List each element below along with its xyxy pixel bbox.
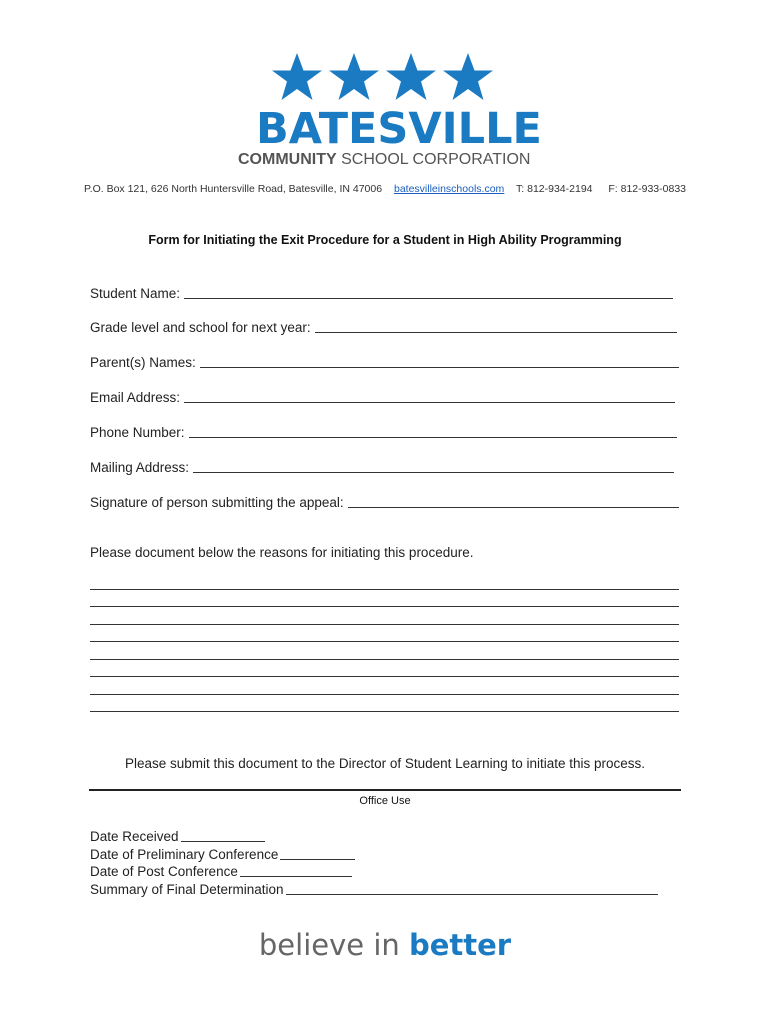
post-conference-label: Date of Post Conference: [90, 864, 238, 879]
parents-field[interactable]: [90, 353, 679, 371]
address-line: [0, 183, 770, 196]
tagline-part2: better: [408, 928, 512, 962]
logo-wordmark: BATESVILLE: [256, 104, 542, 154]
reason-line[interactable]: [90, 590, 679, 608]
reason-line[interactable]: [90, 677, 679, 695]
student-name-line[interactable]: [184, 298, 673, 299]
grade-school-field[interactable]: [90, 318, 677, 336]
reason-line[interactable]: [90, 572, 679, 590]
signature-field[interactable]: [90, 493, 679, 511]
reason-line[interactable]: [90, 642, 679, 660]
mailing-address-line[interactable]: [193, 472, 674, 473]
post-conference-field[interactable]: [90, 862, 352, 880]
student-name-label: Student Name:: [90, 286, 181, 301]
website-link[interactable]: batesvilleinschools.com: [393, 183, 505, 195]
student-name-field[interactable]: [90, 284, 673, 302]
final-determination-field[interactable]: [90, 880, 658, 898]
email-field[interactable]: [90, 388, 675, 406]
signature-label: Signature of person submitting the appeal:: [90, 495, 344, 510]
tagline-part1: believe in: [258, 928, 409, 962]
parents-label: Parent(s) Names:: [90, 355, 196, 370]
street-address: P.O. Box 121, 626 North Huntersville Road, Batesville, IN 47006: [84, 183, 383, 195]
parents-line[interactable]: [200, 367, 679, 368]
preliminary-conference-field[interactable]: [90, 845, 355, 863]
logo-subtitle: [238, 151, 531, 169]
reason-line[interactable]: [90, 625, 679, 643]
grade-school-line[interactable]: [315, 332, 677, 333]
date-received-line[interactable]: [181, 841, 265, 842]
reason-line[interactable]: [90, 660, 679, 678]
preliminary-conference-line[interactable]: [280, 859, 355, 860]
phone-field[interactable]: [90, 423, 677, 441]
form-title: Form for Initiating the Exit Procedure for a Student in High Ability Programming: [148, 233, 622, 247]
logo-stars-icon: [270, 52, 500, 104]
phone-label: Phone Number:: [90, 425, 185, 440]
office-use-heading: Office Use: [359, 795, 411, 807]
phone-line[interactable]: [189, 437, 677, 438]
date-received-label: Date Received: [90, 829, 179, 844]
email-label: Email Address:: [90, 390, 181, 405]
reason-line[interactable]: [90, 695, 679, 713]
submit-instructions: Please submit this document to the Director of Student Learning to initiate this process.: [124, 756, 646, 771]
office-use-divider: [89, 789, 681, 791]
logo-subtitle-rest: SCHOOL CORPORATION: [336, 151, 531, 168]
date-received-field[interactable]: [90, 827, 265, 845]
phone-number: T: 812-934-2194: [516, 183, 593, 195]
signature-line[interactable]: [348, 507, 679, 508]
reasons-lines[interactable]: [90, 572, 679, 712]
reason-line[interactable]: [90, 607, 679, 625]
preliminary-conference-label: Date of Preliminary Conference: [90, 847, 279, 862]
final-determination-line[interactable]: [286, 894, 658, 895]
grade-school-label: Grade level and school for next year:: [90, 320, 311, 335]
mailing-address-label: Mailing Address:: [90, 460, 190, 475]
post-conference-line[interactable]: [240, 876, 352, 877]
reasons-prompt: Please document below the reasons for initiating this procedure.: [90, 545, 474, 560]
logo-subtitle-bold: COMMUNITY: [238, 151, 337, 168]
fax-number: F: 812-933-0833: [608, 183, 686, 195]
email-line[interactable]: [184, 402, 675, 403]
mailing-address-field[interactable]: [90, 458, 674, 476]
final-determination-label: Summary of Final Determination: [90, 882, 284, 897]
footer-tagline: [0, 925, 770, 965]
